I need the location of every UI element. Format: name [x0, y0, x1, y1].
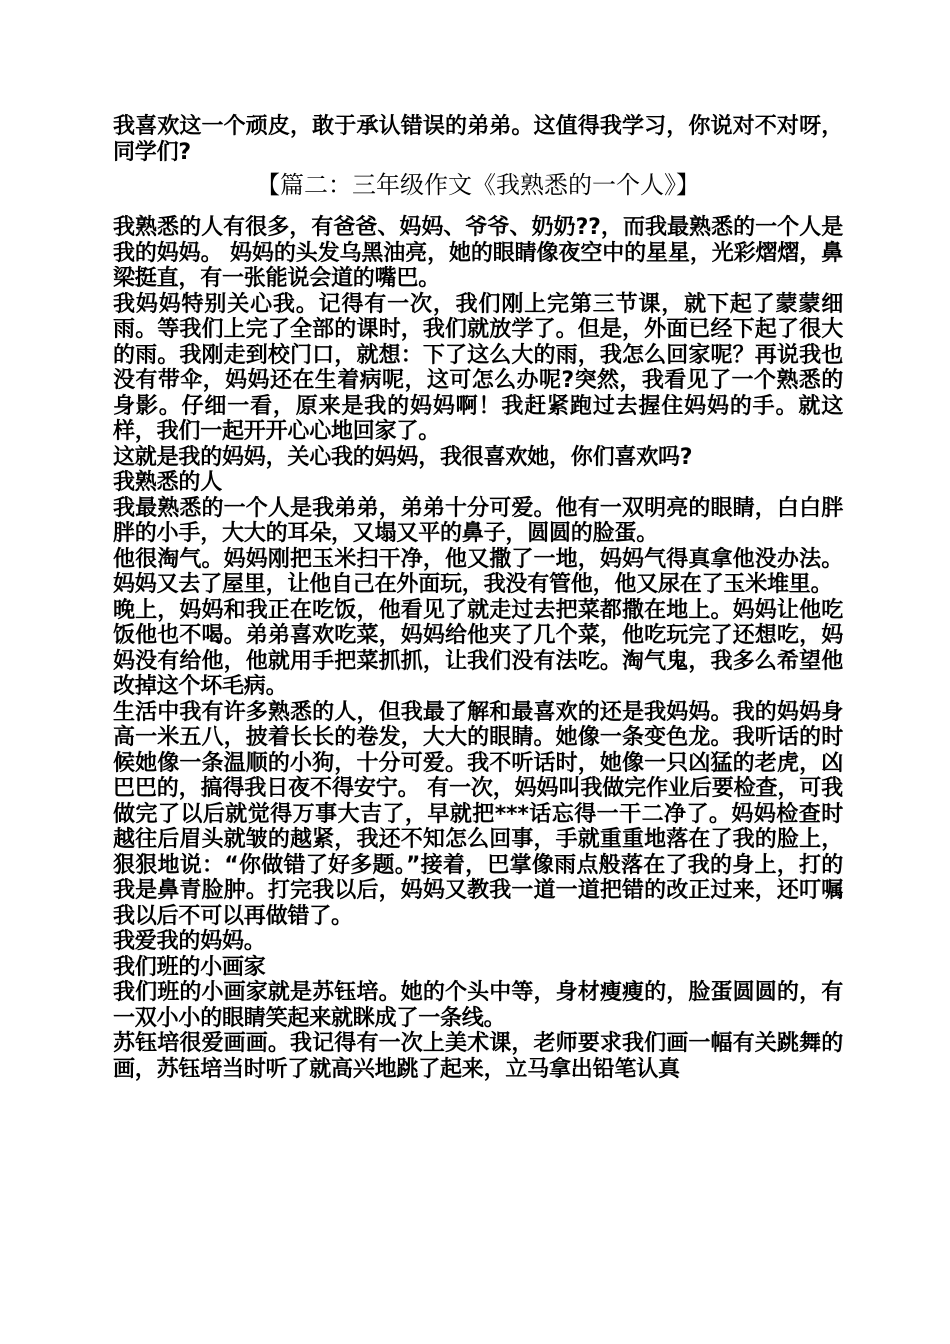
body-paragraph: 我爱我的妈妈。 [113, 929, 266, 954]
body-paragraph: 这就是我的妈妈，关心我的妈妈，我很喜欢她，你们喜欢吗? [113, 444, 693, 470]
body-paragraph: 我们班的小画家就是苏钰培。她的个头中等，身材瘦瘦的，脸蛋圆圆的，有一双小小的眼睛笑起来就眯成了一条线。 [113, 980, 843, 1031]
intro-paragraph: 我喜欢这一个顽皮，敢于承认错误的弟弟。这值得我学习，你说对不对呀，同学们? [113, 114, 843, 165]
subtitle-paragraph: 我熟悉的人 [113, 470, 223, 495]
body-paragraph: 他很淘气。妈妈刚把玉米扫干净，他又撒了一地，妈妈气得真拿他没办法。妈妈又去了屋里，让他自己在外面玩，我没有管他，他又尿在了玉米堆里。 [113, 546, 843, 597]
document-page [113, 114, 843, 1082]
body-paragraph: 苏钰培很爱画画。我记得有一次上美术课，老师要求我们画一幅有关跳舞的画，苏钰培当时听了就高兴地跳了起来，立马拿出铅笔认真 [113, 1031, 843, 1082]
body-paragraph: 我妈妈特别关心我。记得有一次，我们刚上完第三节课，就下起了蒙蒙细雨。等我们上完了全部的课时，我们就放学了。但是，外面已经下起了很大的雨。我刚走到校门口，就想：下了这么大的雨，我怎么回家呢？再说我也没有带伞，妈妈还在生着病呢，这可怎么办呢?突然，我看见了一个熟悉的身影。仔细一看，原来是我的妈妈啊！我赶紧跑过去握住妈妈的手。就这样，我们一起开开心心地回家了。 [113, 291, 843, 444]
body-paragraph: 我最熟悉的一个人是我弟弟，弟弟十分可爱。他有一双明亮的眼睛，白白胖胖的小手，大大的耳朵，又塌又平的鼻子，圆圆的脸蛋。 [113, 495, 843, 546]
body-paragraph: 我熟悉的人有很多，有爸爸、妈妈、爷爷、奶奶??，而我最熟悉的一个人是我的妈妈。 妈妈的头发乌黑油亮，她的眼睛像夜空中的星星，光彩熠熠，鼻梁挺直，有一张能说会道的嘴巴。 [113, 215, 843, 291]
body-paragraph: 生活中我有许多熟悉的人，但我最了解和最喜欢的还是我妈妈。我的妈妈身高一米五八，披着长长的卷发，大大的眼睛。她像一条变色龙。我听话的时候她像一条温顺的小狗，十分可爱。我不听话时，她像一只凶猛的老虎，凶巴巴的，搞得我日夜不得安宁。 有一次，妈妈叫我做完作业后要检查，可我做完了以后就觉得万事大吉了，早就把***话忘得一干二净了。妈妈检查时越往后眉头就皱的越紧，我还不知怎么回事，手就重重地落在了我的脸上，狠狠地说：“你做错了好多题。”接着，巴掌像雨点般落在了我的身上，打的我是鼻青脸肿。打完我以后，妈妈又教我一道一道把错的改正过来，还叮嘱我以后不可以再做错了。 [113, 699, 843, 929]
section-heading: 【篇二：三年级作文《我熟悉的一个人》】 [256, 171, 700, 199]
body-paragraph: 晚上，妈妈和我正在吃饭，他看见了就走过去把菜都撒在地上。妈妈让他吃饭他也不喝。弟弟喜欢吃菜，妈妈给他夹了几个菜，他吃玩完了还想吃，妈妈没有给他，他就用手把菜抓抓，让我们没有法吃。淘气鬼，我多么希望他改掉这个坏毛病。 [113, 597, 843, 699]
subtitle-paragraph: 我们班的小画家 [113, 954, 266, 980]
